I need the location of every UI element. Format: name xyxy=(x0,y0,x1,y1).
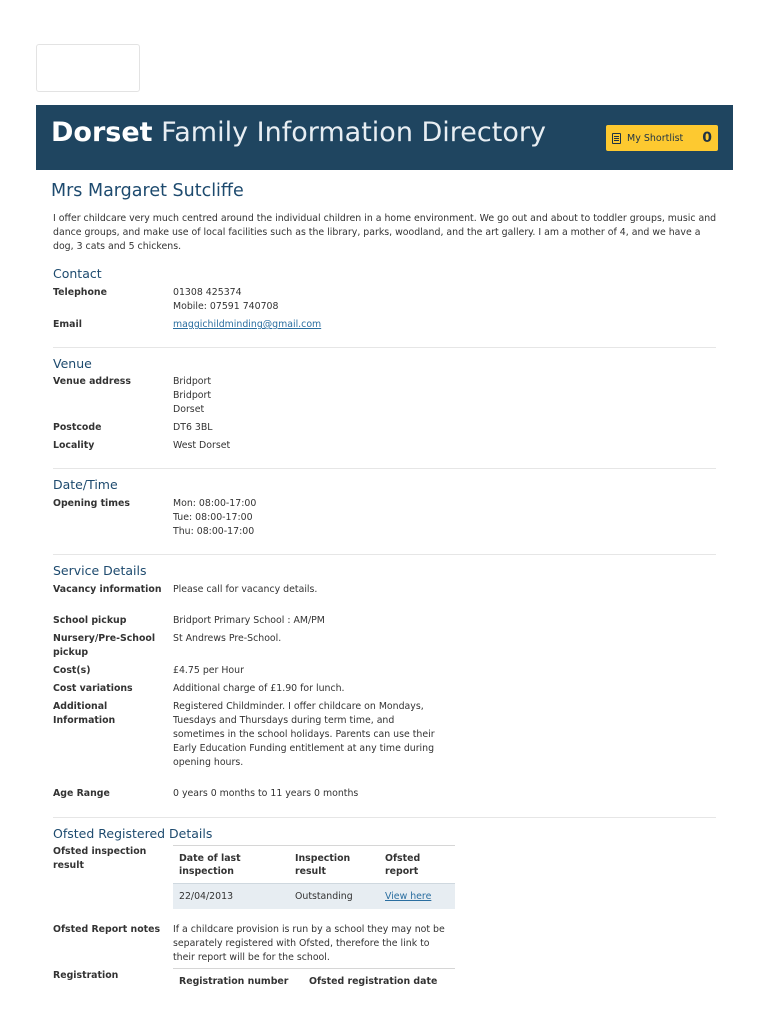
section-title-venue: Venue xyxy=(53,356,92,371)
ofsted-notes-value: If a childcare provision is run by a school they may not be separately registered with Ofsted, therefore the link to their report will be for the school. xyxy=(173,924,445,963)
shortlist-button[interactable] xyxy=(606,125,718,151)
report-cell xyxy=(379,884,455,910)
inspection-result: Outstanding xyxy=(289,884,379,910)
table-header-row xyxy=(173,969,455,994)
logo-placeholder[interactable] xyxy=(36,44,140,92)
brand-strong: Dorset xyxy=(51,117,153,148)
registration-table xyxy=(173,968,455,993)
cost-label: Cost(s) xyxy=(53,665,91,676)
section-title-service: Service Details xyxy=(53,563,147,578)
page-title: Mrs Margaret Sutcliffe xyxy=(51,181,244,201)
section-title-ofsted: Ofsted Registered Details xyxy=(53,826,213,841)
nursery-pickup-value: St Andrews Pre-School. xyxy=(173,633,282,644)
additional-info-value: Registered Childminder. I offer childcare on Mondays, Tuesdays and Thursdays during term time, and sometimes in the school holidays. Parents can use their Early Education Funding entitlement at any time during opening hours. xyxy=(173,701,435,768)
cost-variations-value: Additional charge of £1.90 for lunch. xyxy=(173,683,345,694)
address-line: Dorset xyxy=(173,404,205,415)
column-header: Registration number xyxy=(173,969,303,994)
address-line: Bridport xyxy=(173,376,212,387)
telephone-label: Telephone xyxy=(53,287,107,298)
opening-time-line: Mon: 08:00-17:00 xyxy=(173,498,257,509)
clipboard-list-icon xyxy=(612,133,621,144)
postcode-value: DT6 3BL xyxy=(173,422,213,433)
column-header: Ofsted report xyxy=(379,846,455,884)
telephone-line: 01308 425374 xyxy=(173,287,242,298)
ofsted-inspection-table xyxy=(173,845,455,909)
vacancy-label: Vacancy information xyxy=(53,584,162,595)
column-header: Date of last inspection xyxy=(173,846,289,884)
venue-address-value xyxy=(173,375,458,417)
mobile-line: Mobile: 07591 740708 xyxy=(173,301,279,312)
opening-time-line: Tue: 08:00-17:00 xyxy=(173,512,253,523)
school-pickup-label: School pickup xyxy=(53,615,127,626)
table-row xyxy=(173,884,455,910)
email-link[interactable]: maggichildminding@gmail.com xyxy=(173,319,322,330)
vacancy-value: Please call for vacancy details. xyxy=(173,584,318,595)
site-header xyxy=(36,105,733,170)
brand-light: Family Information Directory xyxy=(161,117,546,148)
divider xyxy=(53,554,716,555)
divider xyxy=(53,347,716,348)
opening-times-value xyxy=(173,497,458,539)
opening-times-label: Opening times xyxy=(53,498,130,509)
registration-label: Registration xyxy=(53,970,119,981)
postcode-label: Postcode xyxy=(53,422,102,433)
ofsted-notes-label: Ofsted Report notes xyxy=(53,924,161,935)
inspection-date: 22/04/2013 xyxy=(173,884,289,910)
age-range-value: 0 years 0 months to 11 years 0 months xyxy=(173,788,359,799)
shortlist-label: My Shortlist xyxy=(627,132,684,144)
email-label: Email xyxy=(53,319,82,330)
age-range-label: Age Range xyxy=(53,788,110,799)
site-brand[interactable] xyxy=(51,117,546,148)
section-title-contact: Contact xyxy=(53,266,102,281)
divider xyxy=(53,468,716,469)
column-header: Inspection result xyxy=(289,846,379,884)
column-header: Ofsted registration date xyxy=(303,969,455,994)
ofsted-inspection-label: Ofsted inspection result xyxy=(53,846,147,871)
view-report-link[interactable]: View here xyxy=(385,891,432,902)
provider-description: I offer childcare very much centred around the individual children in a home environment. We go out and about to toddler groups, music and dance groups, and make use of local facilities such as the library, parks, woodland, and the art gallery. I am a mother of 4, and we have a dog, 3 cats and 5 chickens. xyxy=(53,213,717,252)
table-header-row xyxy=(173,846,455,884)
locality-label: Locality xyxy=(53,440,95,451)
address-line: Bridport xyxy=(173,390,212,401)
locality-value: West Dorset xyxy=(173,440,231,451)
school-pickup-value: Bridport Primary School : AM/PM xyxy=(173,615,325,626)
section-title-datetime: Date/Time xyxy=(53,477,118,492)
cost-variations-label: Cost variations xyxy=(53,683,133,694)
nursery-pickup-label: Nursery/Pre-School pickup xyxy=(53,633,156,658)
venue-address-label: Venue address xyxy=(53,376,131,387)
divider xyxy=(53,817,716,818)
telephone-value xyxy=(173,286,458,314)
cost-value: £4.75 per Hour xyxy=(173,665,244,676)
opening-time-line: Thu: 08:00-17:00 xyxy=(173,526,255,537)
additional-info-label: Additional Information xyxy=(53,701,116,726)
shortlist-count: 0 xyxy=(702,130,712,146)
